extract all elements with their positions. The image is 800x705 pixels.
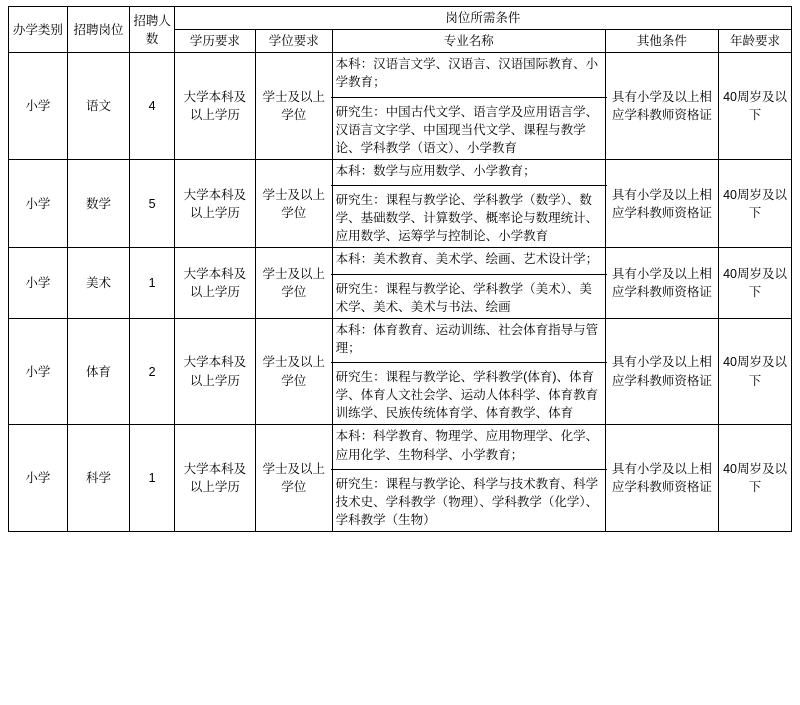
major-graduate: 研究生：课程与教学论、学科教学（数学）、数学、基础数学、计算数学、概率论与数理统计、应用数学、运筹学与控制论、小学教育 — [335, 193, 599, 244]
cell-education: 大学本科及以上学历 — [174, 159, 255, 248]
major-undergrad: 本科：汉语言文学、汉语言、汉语国际教育、小学教育； — [335, 57, 599, 90]
cell-degree: 学士及以上学位 — [255, 248, 332, 318]
cell-other: 具有小学及以上相应学科教师资格证 — [605, 248, 718, 318]
cell-category: 小学 — [9, 53, 68, 160]
major-undergrad: 本科：体育教育、运动训练、社会体育指导与管理； — [335, 322, 599, 355]
cell-number: 5 — [130, 159, 175, 248]
table-body — [9, 53, 792, 532]
cell-post: 体育 — [67, 318, 130, 425]
table-row — [9, 159, 792, 248]
cell-other: 具有小学及以上相应学科教师资格证 — [605, 318, 718, 425]
cell-category: 小学 — [9, 159, 68, 248]
cell-category: 小学 — [9, 248, 68, 318]
cell-age: 40周岁及以下 — [719, 248, 792, 318]
cell-other: 具有小学及以上相应学科教师资格证 — [605, 159, 718, 248]
major-graduate: 研究生：中国古代文学、语言学及应用语言学、汉语言文字学、中国现当代文学、课程与教学论、学科教学（语文）、小学教育 — [335, 104, 599, 155]
major-divider — [331, 274, 607, 275]
cell-other: 具有小学及以上相应学科教师资格证 — [605, 425, 718, 532]
header-education: 学历要求 — [174, 30, 255, 53]
cell-post: 语文 — [67, 53, 130, 160]
cell-other: 具有小学及以上相应学科教师资格证 — [605, 53, 718, 160]
cell-education: 大学本科及以上学历 — [174, 425, 255, 532]
cell-number: 1 — [130, 248, 175, 318]
cell-major — [332, 159, 605, 248]
header-category: 办学类别 — [9, 7, 68, 53]
cell-degree: 学士及以上学位 — [255, 425, 332, 532]
cell-number: 2 — [130, 318, 175, 425]
table-row — [9, 248, 792, 318]
major-graduate: 研究生：课程与教学论、科学与技术教育、科学技术史、学科教学（物理）、学科教学（化学）、学科教学（生物） — [335, 476, 599, 527]
major-undergrad: 本科：美术教育、美术学、绘画、艺术设计学； — [335, 252, 599, 267]
major-divider — [331, 97, 607, 98]
header-other: 其他条件 — [605, 30, 718, 53]
header-post: 招聘岗位 — [67, 7, 130, 53]
cell-degree: 学士及以上学位 — [255, 159, 332, 248]
major-graduate: 研究生：课程与教学论、学科教学(体育)、体育学、体育人文社会学、运动人体科学、体育教育训练学、民族传统体育学、体育教学、体育 — [335, 370, 599, 421]
cell-major — [332, 318, 605, 425]
major-divider — [331, 362, 607, 363]
table-row — [9, 318, 792, 425]
header-age: 年龄要求 — [719, 30, 792, 53]
major-undergrad: 本科：科学教育、物理学、应用物理学、化学、应用化学、生物科学、小学教育； — [335, 429, 599, 462]
cell-major — [332, 425, 605, 532]
cell-number: 1 — [130, 425, 175, 532]
table-row — [9, 425, 792, 532]
cell-post: 数学 — [67, 159, 130, 248]
header-major: 专业名称 — [332, 30, 605, 53]
cell-major — [332, 53, 605, 160]
table-row — [9, 53, 792, 160]
cell-education: 大学本科及以上学历 — [174, 248, 255, 318]
cell-age: 40周岁及以下 — [719, 53, 792, 160]
cell-category: 小学 — [9, 318, 68, 425]
cell-education: 大学本科及以上学历 — [174, 318, 255, 425]
cell-post: 科学 — [67, 425, 130, 532]
header-row-1 — [9, 7, 792, 30]
cell-education: 大学本科及以上学历 — [174, 53, 255, 160]
cell-post: 美术 — [67, 248, 130, 318]
major-divider — [331, 185, 607, 186]
major-undergrad: 本科：数学与应用数学、小学教育； — [335, 163, 536, 178]
cell-number: 4 — [130, 53, 175, 160]
cell-category: 小学 — [9, 425, 68, 532]
cell-major — [332, 248, 605, 318]
cell-degree: 学士及以上学位 — [255, 318, 332, 425]
header-degree: 学位要求 — [255, 30, 332, 53]
cell-age: 40周岁及以下 — [719, 159, 792, 248]
header-number: 招聘人数 — [130, 7, 175, 53]
cell-age: 40周岁及以下 — [719, 318, 792, 425]
recruitment-table — [8, 6, 792, 532]
header-conditions-group: 岗位所需条件 — [174, 7, 791, 30]
cell-degree: 学士及以上学位 — [255, 53, 332, 160]
cell-age: 40周岁及以下 — [719, 425, 792, 532]
major-graduate: 研究生：课程与教学论、学科教学（美术）、美术学、美术、美术与书法、绘画 — [335, 281, 592, 314]
major-divider — [331, 469, 607, 470]
table-header — [9, 7, 792, 53]
